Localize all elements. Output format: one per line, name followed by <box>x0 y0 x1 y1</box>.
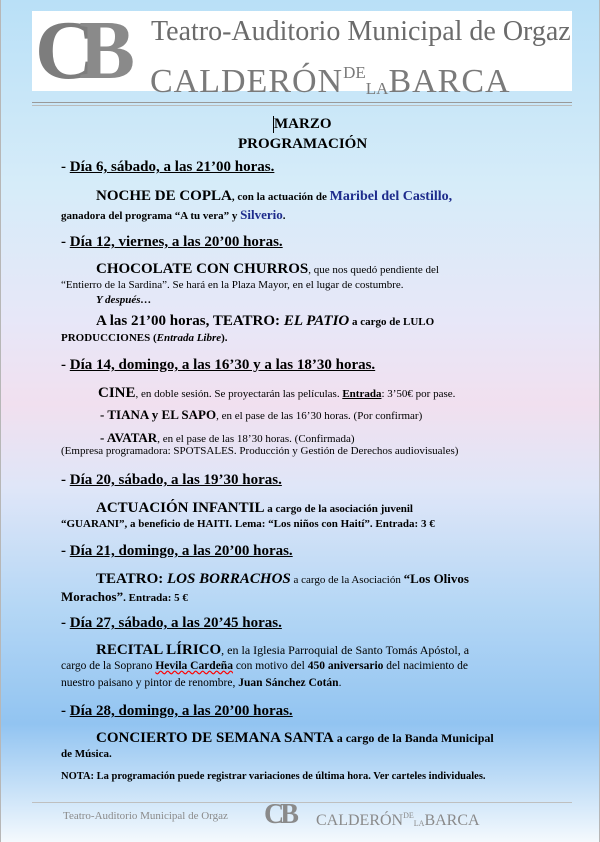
event-text: , con la actuación de <box>231 191 330 203</box>
event-line <box>100 429 355 446</box>
event-title: ACTUACIÓN INFANTIL <box>96 500 265 516</box>
event-text: ganadora del programa “A tu vera” y <box>61 210 241 222</box>
cb-logo <box>35 4 147 97</box>
event-text: PRODUCCIONES ( <box>61 332 157 344</box>
event-text: a cargo de la Banda Municipal <box>333 731 494 745</box>
event-text: a cargo de la asociación juvenil <box>264 503 413 515</box>
logo-letter-b: B <box>79 4 136 97</box>
event-line <box>61 677 341 690</box>
name-part: BARCA <box>424 812 480 829</box>
dash: - <box>61 703 70 719</box>
header-divider <box>32 102 572 103</box>
footer <box>32 799 572 833</box>
dash: - <box>61 472 70 488</box>
event-text: 450 aniversario <box>307 660 384 672</box>
event-text: , que nos quedó pendiente del <box>308 264 439 276</box>
event-text: , en el pase de las 18’30 horas. (Confirmada) <box>157 433 355 445</box>
theatre-title: Teatro-Auditorio Municipal de Orgaz <box>151 16 571 47</box>
event-text: . Entrada: 5 € <box>123 592 188 604</box>
name-part: CALDERÓN <box>316 812 404 829</box>
event-date-12 <box>61 234 283 251</box>
name-part: LA <box>413 819 425 828</box>
event-title: RECITAL LÍRICO <box>96 642 222 658</box>
event-line <box>61 332 228 345</box>
event-line: “GUARANI”, a beneficio de HAITI. Lema: “Los niños con Haití”. Entrada: 3 € <box>61 518 435 530</box>
programme-heading: PROGRAMACIÓN <box>238 136 368 152</box>
event-text: . <box>338 677 342 689</box>
header-banner <box>32 4 572 100</box>
theatre-name <box>150 55 511 107</box>
play-title: LOS BORRACHOS <box>166 571 291 587</box>
event-text: . <box>282 210 286 222</box>
soprano-name: Hevila Cardeña <box>155 660 233 672</box>
event-line <box>96 642 469 659</box>
event-date-20 <box>61 472 282 489</box>
event-date-14 <box>61 357 375 374</box>
event-line: “Entierro de la Sardina”. Se hará en la Plaza Mayor, en el lugar de costumbre. <box>61 279 404 291</box>
event-title: NOCHE DE COPLA <box>96 188 232 204</box>
event-title: TEATRO: <box>96 571 167 587</box>
event-date-28 <box>61 703 293 720</box>
event-text: A las 21’00 horas, TEATRO: <box>96 313 284 329</box>
event-text: , en el pase de las 16’30 horas. (Por confirmar) <box>216 410 423 422</box>
event-text: “Los Olivos <box>403 571 469 586</box>
name-part: DE <box>343 63 366 82</box>
dash: - <box>61 159 70 175</box>
event-line <box>98 385 455 402</box>
event-text: con motivo del <box>232 660 308 672</box>
month-heading: MARZO <box>274 116 332 132</box>
event-date-21 <box>61 543 293 560</box>
event-line <box>100 406 422 423</box>
event-line <box>96 500 413 517</box>
footer-theatre-name <box>316 807 480 833</box>
footer-theatre-title: Teatro-Auditorio Municipal de Orgaz <box>63 810 228 822</box>
event-text: , en doble sesión. Se proyectarán las películas. <box>135 388 343 400</box>
date-text: Día 27, sábado, a las 20’45 horas. <box>69 615 282 631</box>
event-date-27 <box>61 615 282 632</box>
event-text: Entrada <box>342 388 382 400</box>
name-part: CALDERÓN <box>150 63 344 100</box>
event-line: Y después… <box>96 294 152 306</box>
event-title: CHOCOLATE CON CHURROS <box>96 261 309 277</box>
date-text: Día 20, sábado, a las 19’30 horas. <box>69 472 282 488</box>
artist-name: Silverio <box>240 207 283 222</box>
date-text: Día 14, domingo, a las 16’30 y a las 18’30 horas. <box>69 357 376 373</box>
dash: - <box>61 234 70 250</box>
date-text: Día 12, viernes, a las 20’00 horas. <box>69 234 283 250</box>
event-text: del nacimiento de <box>383 660 469 672</box>
dash: - <box>61 543 70 559</box>
event-line <box>96 261 439 278</box>
date-text: Día 28, domingo, a las 20’00 horas. <box>69 703 293 719</box>
event-text: : 3’50€ por pase. <box>381 388 456 400</box>
event-text: Morachos” <box>61 589 124 604</box>
artist-name: Maribel del Castillo, <box>329 189 453 204</box>
event-text: ). <box>221 332 228 344</box>
date-text: Día 6, sábado, a las 21’00 horas. <box>69 159 275 175</box>
event-line: (Empresa programadora: SPOTSALES. Producción y Gestión de Derechos audiovisuales) <box>61 445 459 457</box>
dash: - <box>61 615 70 631</box>
logo-letter-c: C <box>35 4 86 97</box>
event-line <box>96 313 434 330</box>
event-line <box>61 588 188 605</box>
event-text: Entrada Libre <box>156 332 222 344</box>
date-text: Día 21, domingo, a las 20’00 horas. <box>69 543 293 559</box>
event-line <box>61 660 468 673</box>
event-line <box>96 730 494 747</box>
event-text: cargo de la Soprano <box>61 660 156 672</box>
event-text: , en la Iglesia Parroquial de Santo Tomás Apóstol, a <box>221 643 470 657</box>
header-divider <box>32 105 572 106</box>
film-title: - AVATAR <box>100 430 158 445</box>
event-line <box>96 570 469 588</box>
programme-note: NOTA: La programación puede registrar variaciones de última hora. Ver carteles individuales. <box>61 771 486 782</box>
event-title: CINE <box>98 385 136 401</box>
name-part: DE <box>403 811 414 820</box>
event-text: a cargo de la Asociación <box>290 574 404 586</box>
film-title: - TIANA y EL SAPO <box>100 407 217 422</box>
event-line <box>96 188 452 205</box>
name-part: LA <box>365 79 389 98</box>
painter-name: Juan Sánchez Cotán <box>238 677 339 689</box>
event-date-6 <box>61 159 274 176</box>
event-line: de Música. <box>61 748 112 760</box>
name-part: BARCA <box>388 63 511 100</box>
event-line <box>61 208 286 223</box>
play-title: EL PATIO <box>283 313 350 329</box>
footer-cb-logo: CB <box>264 799 295 830</box>
event-text: nuestro paisano y pintor de renombre, <box>61 677 239 689</box>
event-title: CONCIERTO DE SEMANA SANTA <box>96 730 334 746</box>
dash: - <box>61 357 70 373</box>
event-text: a cargo de LULO <box>349 316 435 328</box>
